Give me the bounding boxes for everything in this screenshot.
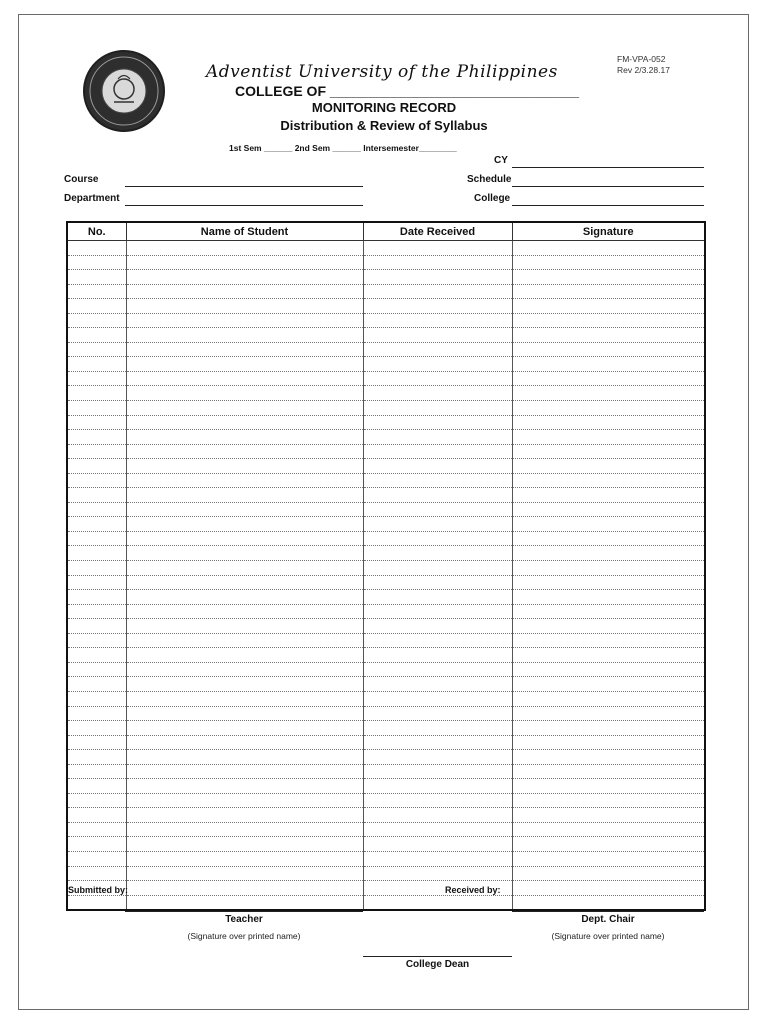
table-row	[67, 590, 705, 605]
cell-student-name[interactable]	[126, 241, 363, 256]
cell-date-received[interactable]	[363, 299, 512, 314]
cell-student-name[interactable]	[126, 255, 363, 270]
cell-no[interactable]	[67, 241, 126, 256]
cell-no[interactable]	[67, 590, 126, 605]
cell-no[interactable]	[67, 750, 126, 765]
cell-date-received[interactable]	[363, 604, 512, 619]
cell-date-received[interactable]	[363, 895, 512, 910]
table-row	[67, 546, 705, 561]
column-header-date-received: Date Received	[363, 222, 512, 241]
college-of-line: COLLEGE OF ________________________________	[235, 83, 580, 99]
cell-signature[interactable]	[512, 371, 705, 386]
cell-student-name[interactable]	[126, 764, 363, 779]
cell-date-received[interactable]	[363, 488, 512, 503]
cell-no[interactable]	[67, 415, 126, 430]
cell-date-received[interactable]	[363, 401, 512, 416]
cell-date-received[interactable]	[363, 546, 512, 561]
column-header-no: No.	[67, 222, 126, 241]
form-subtitle: Distribution & Review of Syllabus	[280, 118, 488, 133]
cell-no[interactable]	[67, 488, 126, 503]
cell-student-name[interactable]	[126, 313, 363, 328]
cell-date-received[interactable]	[363, 415, 512, 430]
cell-signature[interactable]	[512, 764, 705, 779]
cell-signature[interactable]	[512, 401, 705, 416]
cell-student-name[interactable]	[126, 779, 363, 794]
cell-student-name[interactable]	[126, 604, 363, 619]
cell-date-received[interactable]	[363, 386, 512, 401]
cell-date-received[interactable]	[363, 822, 512, 837]
cell-student-name[interactable]	[126, 342, 363, 357]
cell-student-name[interactable]	[126, 590, 363, 605]
table-row	[67, 604, 705, 619]
semester-line: 1st Sem ______ 2nd Sem ______ Intersemester________	[229, 143, 457, 153]
submitted-by-label: Submitted by:	[68, 885, 128, 895]
cell-signature[interactable]	[512, 284, 705, 299]
cell-no[interactable]	[67, 633, 126, 648]
cell-no[interactable]	[67, 822, 126, 837]
table-row	[67, 750, 705, 765]
cell-no[interactable]	[67, 328, 126, 343]
table-row	[67, 895, 705, 910]
table-row	[67, 561, 705, 576]
cell-signature[interactable]	[512, 342, 705, 357]
table-row	[67, 619, 705, 634]
cell-signature[interactable]	[512, 357, 705, 372]
cell-date-received[interactable]	[363, 270, 512, 285]
cell-date-received[interactable]	[363, 808, 512, 823]
cell-date-received[interactable]	[363, 750, 512, 765]
table-row	[67, 444, 705, 459]
teacher-note: (Signature over printed name)	[187, 931, 301, 941]
cell-signature[interactable]	[512, 590, 705, 605]
column-header-signature: Signature	[512, 222, 705, 241]
cell-date-received[interactable]	[363, 691, 512, 706]
cell-no[interactable]	[67, 386, 126, 401]
cell-date-received[interactable]	[363, 502, 512, 517]
cell-student-name[interactable]	[126, 677, 363, 692]
cell-signature[interactable]	[512, 750, 705, 765]
cell-signature[interactable]	[512, 531, 705, 546]
cell-date-received[interactable]	[363, 328, 512, 343]
table-row	[67, 284, 705, 299]
cell-signature[interactable]	[512, 633, 705, 648]
cell-no[interactable]	[67, 691, 126, 706]
table-row	[67, 401, 705, 416]
cell-signature[interactable]	[512, 299, 705, 314]
table-row	[67, 735, 705, 750]
cell-signature[interactable]	[512, 895, 705, 910]
cell-student-name[interactable]	[126, 561, 363, 576]
cell-student-name[interactable]	[126, 328, 363, 343]
cell-no[interactable]	[67, 793, 126, 808]
cell-no[interactable]	[67, 735, 126, 750]
cell-student-name[interactable]	[126, 430, 363, 445]
cell-signature[interactable]	[512, 691, 705, 706]
table-row	[67, 866, 705, 881]
table-row	[67, 430, 705, 445]
dept-chair-signature-line[interactable]	[512, 911, 704, 912]
cell-date-received[interactable]	[363, 313, 512, 328]
table-row	[67, 386, 705, 401]
cell-signature[interactable]	[512, 604, 705, 619]
table-row	[67, 255, 705, 270]
cell-date-received[interactable]	[363, 459, 512, 474]
table-row	[67, 371, 705, 386]
table-row	[67, 575, 705, 590]
cell-no[interactable]	[67, 517, 126, 532]
cell-date-received[interactable]	[363, 255, 512, 270]
column-header-student-name: Name of Student	[126, 222, 363, 241]
cell-signature[interactable]	[512, 677, 705, 692]
cell-signature[interactable]	[512, 241, 705, 256]
table-row	[67, 459, 705, 474]
cell-date-received[interactable]	[363, 866, 512, 881]
cell-signature[interactable]	[512, 779, 705, 794]
cell-signature[interactable]	[512, 575, 705, 590]
cell-no[interactable]	[67, 851, 126, 866]
cell-student-name[interactable]	[126, 793, 363, 808]
cell-student-name[interactable]	[126, 895, 363, 910]
cell-no[interactable]	[67, 270, 126, 285]
cell-student-name[interactable]	[126, 662, 363, 677]
table-row	[67, 851, 705, 866]
cell-no[interactable]	[67, 721, 126, 736]
cell-no[interactable]	[67, 531, 126, 546]
cell-date-received[interactable]	[363, 342, 512, 357]
cell-student-name[interactable]	[126, 648, 363, 663]
cell-signature[interactable]	[512, 430, 705, 445]
cell-student-name[interactable]	[126, 371, 363, 386]
table-row	[67, 706, 705, 721]
cell-signature[interactable]	[512, 328, 705, 343]
table-row	[67, 241, 705, 256]
cell-signature[interactable]	[512, 488, 705, 503]
table-body	[67, 241, 705, 911]
cell-date-received[interactable]	[363, 575, 512, 590]
table-row	[67, 502, 705, 517]
cell-student-name[interactable]	[126, 473, 363, 488]
table-row	[67, 517, 705, 532]
cell-no[interactable]	[67, 284, 126, 299]
cell-no[interactable]	[67, 430, 126, 445]
cell-date-received[interactable]	[363, 444, 512, 459]
cell-no[interactable]	[67, 502, 126, 517]
cell-signature[interactable]	[512, 735, 705, 750]
cell-no[interactable]	[67, 779, 126, 794]
form-code: FM-VPA-052	[617, 54, 666, 64]
teacher-signature-line[interactable]	[125, 911, 363, 912]
cell-no[interactable]	[67, 299, 126, 314]
cell-student-name[interactable]	[126, 721, 363, 736]
cell-no[interactable]	[67, 313, 126, 328]
table-row	[67, 662, 705, 677]
table-row	[67, 764, 705, 779]
table-row	[67, 721, 705, 736]
university-name: Adventist University of the Philippines	[206, 62, 558, 82]
cell-student-name[interactable]	[126, 546, 363, 561]
table-row	[67, 328, 705, 343]
cell-student-name[interactable]	[126, 691, 363, 706]
college-label: College	[474, 193, 511, 204]
cell-date-received[interactable]	[363, 371, 512, 386]
cell-student-name[interactable]	[126, 270, 363, 285]
cell-date-received[interactable]	[363, 851, 512, 866]
cell-date-received[interactable]	[363, 561, 512, 576]
table-row	[67, 822, 705, 837]
table-row	[67, 313, 705, 328]
cell-signature[interactable]	[512, 822, 705, 837]
college-dean-signature-line[interactable]	[363, 956, 512, 957]
cell-student-name[interactable]	[126, 735, 363, 750]
dept-chair-note: (Signature over printed name)	[551, 931, 665, 941]
cell-student-name[interactable]	[126, 575, 363, 590]
cell-date-received[interactable]	[363, 706, 512, 721]
cell-date-received[interactable]	[363, 735, 512, 750]
cell-date-received[interactable]	[363, 648, 512, 663]
cell-student-name[interactable]	[126, 517, 363, 532]
cell-signature[interactable]	[512, 662, 705, 677]
cell-signature[interactable]	[512, 721, 705, 736]
cell-no[interactable]	[67, 648, 126, 663]
table-row	[67, 531, 705, 546]
cell-student-name[interactable]	[126, 808, 363, 823]
cell-no[interactable]	[67, 401, 126, 416]
cell-no[interactable]	[67, 706, 126, 721]
table-row	[67, 808, 705, 823]
table-row	[67, 357, 705, 372]
cell-student-name[interactable]	[126, 284, 363, 299]
cell-signature[interactable]	[512, 851, 705, 866]
department-label: Department	[64, 193, 120, 204]
table-row	[67, 342, 705, 357]
schedule-field[interactable]	[512, 186, 704, 187]
teacher-title: Teacher	[225, 914, 263, 925]
cell-student-name[interactable]	[126, 415, 363, 430]
cell-student-name[interactable]	[126, 401, 363, 416]
table-row	[67, 648, 705, 663]
table-row	[67, 473, 705, 488]
cell-date-received[interactable]	[363, 721, 512, 736]
cell-date-received[interactable]	[363, 677, 512, 692]
table-row	[67, 677, 705, 692]
table-row	[67, 299, 705, 314]
college-dean-title: College Dean	[405, 959, 470, 970]
cell-student-name[interactable]	[126, 357, 363, 372]
cell-no[interactable]	[67, 619, 126, 634]
cell-date-received[interactable]	[363, 241, 512, 256]
cell-signature[interactable]	[512, 648, 705, 663]
cell-signature[interactable]	[512, 473, 705, 488]
table-header-row	[67, 222, 705, 241]
cell-no[interactable]	[67, 561, 126, 576]
cell-date-received[interactable]	[363, 779, 512, 794]
cell-date-received[interactable]	[363, 619, 512, 634]
schedule-label: Schedule	[467, 174, 512, 185]
cell-signature[interactable]	[512, 517, 705, 532]
cell-signature[interactable]	[512, 502, 705, 517]
course-field[interactable]	[125, 186, 363, 187]
cell-date-received[interactable]	[363, 590, 512, 605]
cell-student-name[interactable]	[126, 851, 363, 866]
received-by-label: Received by:	[445, 885, 501, 895]
cell-no[interactable]	[67, 837, 126, 852]
cell-no[interactable]	[67, 895, 126, 910]
table-row	[67, 415, 705, 430]
cell-signature[interactable]	[512, 546, 705, 561]
cell-date-received[interactable]	[363, 662, 512, 677]
monitoring-record-table	[66, 221, 706, 911]
cell-no[interactable]	[67, 473, 126, 488]
cell-date-received[interactable]	[363, 837, 512, 852]
department-field[interactable]	[125, 205, 363, 206]
cell-no[interactable]	[67, 866, 126, 881]
cell-signature[interactable]	[512, 415, 705, 430]
cell-student-name[interactable]	[126, 531, 363, 546]
cell-date-received[interactable]	[363, 517, 512, 532]
cell-no[interactable]	[67, 662, 126, 677]
cell-student-name[interactable]	[126, 881, 363, 896]
cell-date-received[interactable]	[363, 531, 512, 546]
form-title: MONITORING RECORD	[311, 100, 457, 115]
cell-signature[interactable]	[512, 793, 705, 808]
cell-signature[interactable]	[512, 837, 705, 852]
cell-signature[interactable]	[512, 270, 705, 285]
cell-date-received[interactable]	[363, 357, 512, 372]
cell-no[interactable]	[67, 459, 126, 474]
cell-date-received[interactable]	[363, 633, 512, 648]
cell-no[interactable]	[67, 546, 126, 561]
cell-date-received[interactable]	[363, 284, 512, 299]
cy-label: CY	[494, 155, 508, 166]
cell-date-received[interactable]	[363, 473, 512, 488]
cell-signature[interactable]	[512, 459, 705, 474]
cell-date-received[interactable]	[363, 430, 512, 445]
cell-student-name[interactable]	[126, 750, 363, 765]
cell-signature[interactable]	[512, 808, 705, 823]
cell-no[interactable]	[67, 677, 126, 692]
cell-signature[interactable]	[512, 881, 705, 896]
table-row	[67, 488, 705, 503]
cell-student-name[interactable]	[126, 444, 363, 459]
cell-no[interactable]	[67, 764, 126, 779]
table-row	[67, 691, 705, 706]
cell-date-received[interactable]	[363, 764, 512, 779]
table-row	[67, 881, 705, 896]
cell-student-name[interactable]	[126, 633, 363, 648]
cell-no[interactable]	[67, 342, 126, 357]
cell-no[interactable]	[67, 575, 126, 590]
cell-signature[interactable]	[512, 561, 705, 576]
college-field[interactable]	[512, 205, 704, 206]
table-row	[67, 270, 705, 285]
cell-signature[interactable]	[512, 255, 705, 270]
cell-signature[interactable]	[512, 386, 705, 401]
cell-student-name[interactable]	[126, 459, 363, 474]
cell-date-received[interactable]	[363, 793, 512, 808]
cell-no[interactable]	[67, 604, 126, 619]
table-row	[67, 837, 705, 852]
cell-student-name[interactable]	[126, 837, 363, 852]
cell-student-name[interactable]	[126, 299, 363, 314]
cell-signature[interactable]	[512, 866, 705, 881]
table-row	[67, 793, 705, 808]
table-row	[67, 779, 705, 794]
form-code-block	[617, 54, 670, 76]
dept-chair-title: Dept. Chair	[581, 914, 635, 925]
cell-signature[interactable]	[512, 706, 705, 721]
cell-no[interactable]	[67, 371, 126, 386]
cell-student-name[interactable]	[126, 488, 363, 503]
cell-student-name[interactable]	[126, 386, 363, 401]
cell-no[interactable]	[67, 444, 126, 459]
cell-student-name[interactable]	[126, 619, 363, 634]
cell-no[interactable]	[67, 255, 126, 270]
cell-student-name[interactable]	[126, 502, 363, 517]
cell-signature[interactable]	[512, 619, 705, 634]
cell-student-name[interactable]	[126, 822, 363, 837]
cy-field[interactable]	[512, 167, 704, 168]
course-label: Course	[64, 174, 99, 185]
table-row	[67, 633, 705, 648]
cell-student-name[interactable]	[126, 866, 363, 881]
cell-no[interactable]	[67, 357, 126, 372]
cell-no[interactable]	[67, 808, 126, 823]
form-revision: Rev 2/3.28.17	[617, 65, 670, 75]
cell-signature[interactable]	[512, 444, 705, 459]
cell-signature[interactable]	[512, 313, 705, 328]
cell-student-name[interactable]	[126, 706, 363, 721]
